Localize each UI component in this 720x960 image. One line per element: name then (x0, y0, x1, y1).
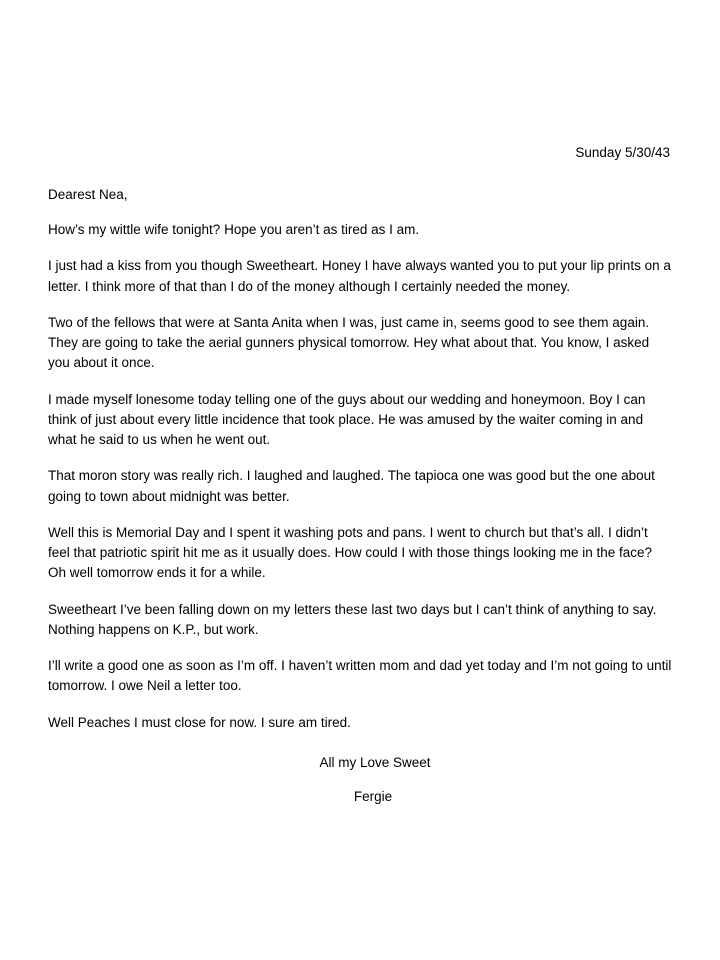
letter-paragraph: Well Peaches I must close for now. I sure am tired. (48, 714, 351, 730)
letter-paragraph: Well this is Memorial Day and I spent it washing pots and pans. I went to church but that’s all. I didn’t feel that patriotic spirit hit me as it usually does. How could I with those things looking me in the face? Oh well tomorrow ends it for a while. (48, 524, 653, 581)
letter-paragraph: I made myself lonesome today telling one of the guys about our wedding and honeymoon. Boy I can think of just about every little incidence that took place. He was amused by the waiter coming in and what he said to us when he went out. (48, 391, 646, 448)
letter-paragraph: Sweetheart I’ve been falling down on my letters these last two days but I can’t think of anything to say. Nothing happens on K.P., but work. (48, 601, 657, 637)
letter-paragraph: That moron story was really rich. I laughed and laughed. The tapioca one was good but the one about going to town about midnight was better. (48, 468, 655, 504)
letter-date: Sunday 5/30/43 (575, 145, 670, 160)
letter-paragraph: Two of the fellows that were at Santa Anita when I was, just came in, seems good to see them again. They are going to take the aerial gunners physical tomorrow. Hey what about that. You know, I asked you about it once. (48, 314, 650, 371)
letter-paragraph: I just had a kiss from you though Sweetheart. Honey I have always wanted you to put your lip prints on a letter. I think more of that than I do of the money although I certainly needed the money. (48, 258, 671, 294)
letter-signature: Fergie (353, 789, 393, 805)
letter-closing: All my Love Sweet (319, 754, 431, 770)
letter-paragraph: I’ll write a good one as soon as I’m off. I haven’t written mom and dad yet today and I’m not going to until tomorrow. I owe Neil a letter too. (48, 658, 672, 694)
letter-salutation: Dearest Nea, (48, 186, 128, 202)
letter-paragraph: How’s my wittle wife tonight? Hope you aren’t as tired as I am. (48, 222, 420, 238)
